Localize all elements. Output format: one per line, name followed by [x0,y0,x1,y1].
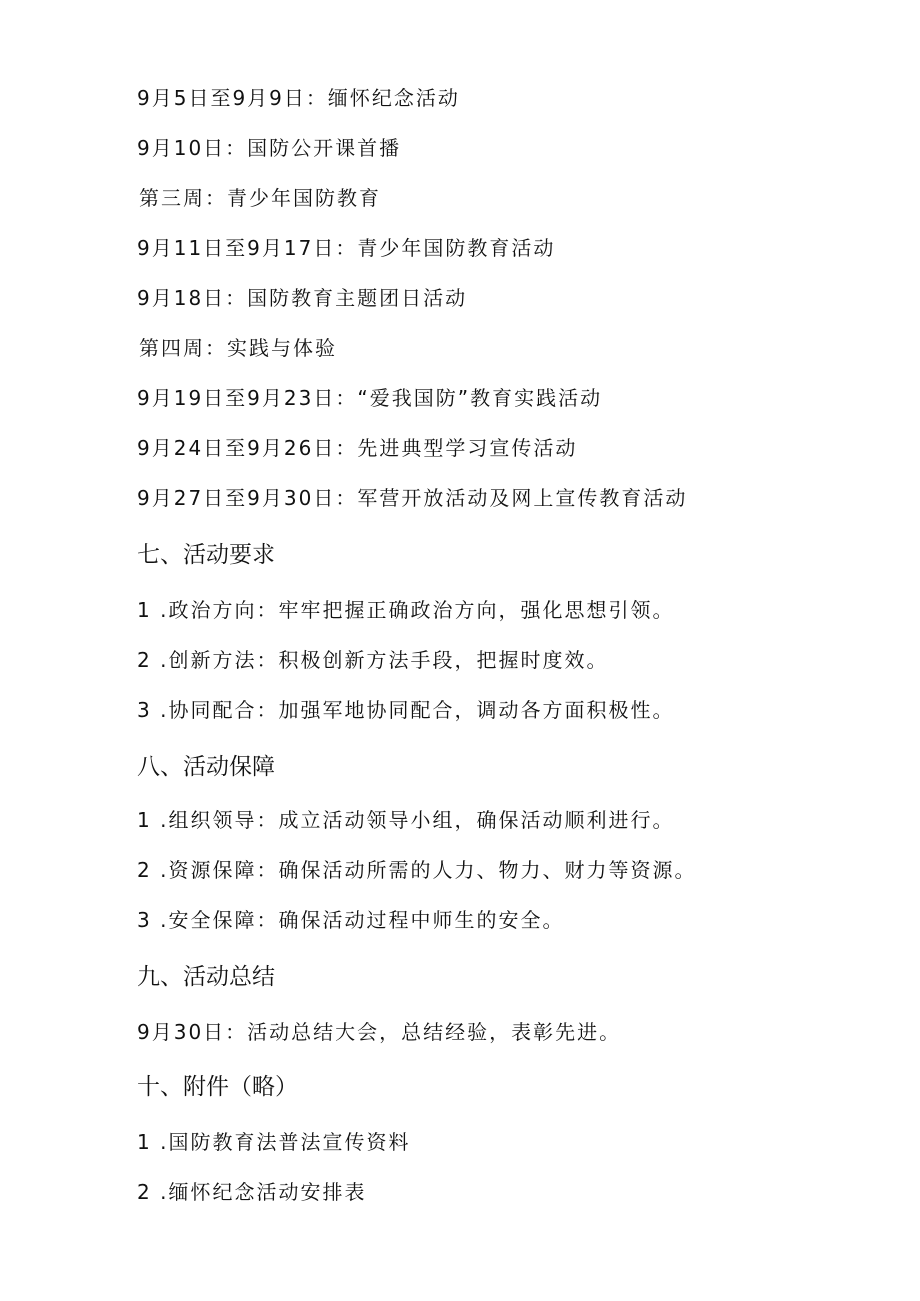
schedule-line-sep24-26: 9月24日至9月26日：先进典型学习宣传活动 [137,436,578,460]
requirement-item-3: 3 .协同配合：加强军地协同配合，调动各方面积极性。 [137,698,675,722]
attachment-item-2: 2 .缅怀纪念活动安排表 [137,1180,367,1204]
requirement-item-2: 2 .创新方法：积极创新方法手段，把握时度效。 [137,648,609,672]
week-three-title: 第三周：青少年国防教育 [139,186,381,210]
schedule-line-sep11-17: 9月11日至9月17日：青少年国防教育活动 [137,236,556,260]
schedule-line-sep18: 9月18日：国防教育主题团日活动 [137,286,468,310]
schedule-line-sep19-23: 9月19日至9月23日：“爱我国防”教育实践活动 [137,386,603,410]
schedule-line-sep5-9: 9月5日至9月9日：缅怀纪念活动 [137,86,460,110]
section-heading-requirements: 七、活动要求 [137,542,275,568]
schedule-line-sep27-30: 9月27日至9月30日：军营开放活动及网上宣传教育活动 [137,486,688,510]
guarantee-item-2: 2 .资源保障：确保活动所需的人力、物力、财力等资源。 [137,858,697,882]
guarantee-item-3: 3 .安全保障：确保活动过程中师生的安全。 [137,908,565,932]
attachment-item-1: 1 .国防教育法普法宣传资料 [137,1130,411,1154]
summary-item-1: 9月30日：活动总结大会，总结经验，表彰先进。 [137,1020,622,1044]
schedule-line-sep10: 9月10日：国防公开课首播 [137,136,402,160]
section-heading-attachments: 十、附件（略） [137,1074,298,1100]
section-heading-summary: 九、活动总结 [137,964,275,990]
requirement-item-1: 1 .政治方向：牢牢把握正确政治方向，强化思想引领。 [137,598,675,622]
guarantee-item-1: 1 .组织领导：成立活动领导小组，确保活动顺利进行。 [137,808,675,832]
section-heading-guarantee: 八、活动保障 [137,754,275,780]
week-four-title: 第四周：实践与体验 [139,336,337,360]
